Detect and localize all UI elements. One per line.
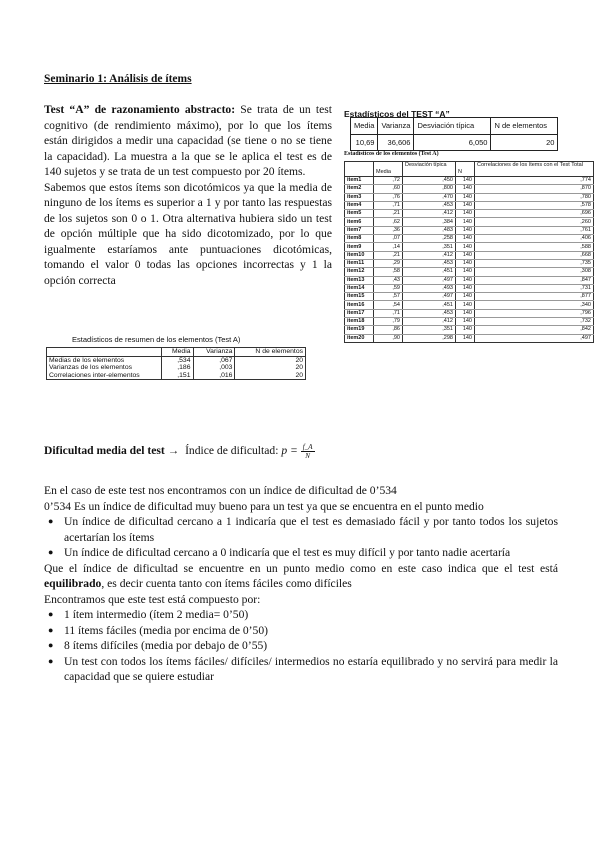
table-row: [47, 372, 306, 380]
table-cell: item3: [345, 193, 374, 201]
table-cell: ,29: [374, 259, 403, 267]
table-cell: 140: [456, 177, 475, 185]
table-cell: ,59: [374, 284, 403, 292]
th: Desviación típica: [403, 162, 456, 177]
th: [345, 162, 374, 177]
table-cell: ,412: [403, 210, 456, 218]
table-row: [345, 301, 594, 309]
table-cell: ,21: [374, 251, 403, 259]
table-cell: 140: [456, 226, 475, 234]
table-row: [345, 326, 594, 334]
table-cell: 140: [456, 276, 475, 284]
table-cell: 140: [456, 293, 475, 301]
th: Media: [374, 162, 403, 177]
table-cell: 140: [456, 218, 475, 226]
table-cell: item2: [345, 185, 374, 193]
bullet-list-2: [44, 607, 558, 685]
table-cell: item19: [345, 326, 374, 334]
list-item: ● 1 ítem intermedio (ítem 2 media= 0’50): [64, 607, 558, 623]
table-row: [345, 226, 594, 234]
table-cell: ,497: [403, 293, 456, 301]
table-cell: item18: [345, 318, 374, 326]
table-row: [47, 356, 306, 364]
table-cell: 140: [456, 210, 475, 218]
table-row: [345, 293, 594, 301]
item-stats-caption: Estadísticos de los elementos (Test A): [344, 151, 439, 157]
table-cell: ,43: [374, 276, 403, 284]
table-cell: 140: [456, 309, 475, 317]
table-cell: ,470: [403, 193, 456, 201]
emphasis: equilibrado: [44, 577, 102, 590]
table-cell: ,406: [475, 235, 594, 243]
table-cell: ,774: [475, 177, 594, 185]
table-row: [345, 334, 594, 342]
text: Que el índice de dificultad se encuentre en un punto medio como en este caso indica que el test está: [44, 561, 558, 575]
th: N de elementos: [235, 348, 306, 357]
table-cell: item1: [345, 177, 374, 185]
td: 10,69: [351, 134, 378, 151]
denominator: N: [305, 452, 310, 460]
table-row: [345, 276, 594, 284]
table-cell: item10: [345, 251, 374, 259]
paragraph: Encontramos que este test está compuesto por:: [44, 592, 261, 606]
list-item: ● Un índice de dificultad cercano a 0 indicaría que el test es muy difícil y por tanto nadie acertaría: [64, 545, 558, 561]
table-cell: ,07: [374, 235, 403, 243]
th: Varianza: [193, 348, 235, 357]
table-cell: item16: [345, 301, 374, 309]
table-cell: ,412: [403, 318, 456, 326]
table-cell: ,14: [374, 243, 403, 251]
fraction: [301, 443, 315, 460]
intro-text: [44, 102, 332, 288]
table-row: [345, 251, 594, 259]
table-cell: ,870: [475, 185, 594, 193]
table-cell: ,534: [162, 356, 194, 364]
table-cell: ,186: [162, 364, 194, 372]
table-cell: ,780: [475, 193, 594, 201]
table-row: [47, 364, 306, 372]
table-row: [345, 268, 594, 276]
paragraph: En el caso de este test nos encontramos con un índice de dificultad de 0’534: [44, 484, 397, 497]
table-cell: ,003: [193, 364, 235, 372]
table-cell: item15: [345, 293, 374, 301]
table-cell: item17: [345, 309, 374, 317]
table-cell: 140: [456, 326, 475, 334]
index-label: Índice de dificultad:: [185, 444, 279, 458]
arrow-icon: →: [167, 444, 180, 458]
table-cell: ,71: [374, 201, 403, 209]
table-cell: 140: [456, 284, 475, 292]
table-row: [345, 284, 594, 292]
intro-p1: Se trata de un test cognitivo (de rendimiento máximo), por lo que los ítems están dirigidos a medir una capacidad (se tiene o no se tiene la capacidad). La muestra a la que se le aplica el test es de 140 sujetos y se trata de un test compuesto por 20 ítems.: [44, 103, 332, 178]
table-row: [345, 259, 594, 267]
table-cell: ,796: [475, 309, 594, 317]
table-cell: ,067: [193, 356, 235, 364]
difficulty-label: Dificultad media del test: [44, 444, 165, 458]
intro-p2: Sabemos que estos ítems son dicotómicos ya que la media de ninguno de los ítems es superior a 1 y por tanto las respuestas de los sujetos son 0 o 1. Otra alternativa hubiera sido un test de opción múltiple que ha sido dicotomizado, por lo que igualmente estaríamos ante puntuaciones dicotómicas, tomando el valor 0 todas las opciones incorrectas y 1 la opción correcta: [44, 180, 332, 287]
table-cell: ,60: [374, 185, 403, 193]
table-cell: ,351: [403, 326, 456, 334]
table-cell: item13: [345, 276, 374, 284]
table-cell: 140: [456, 268, 475, 276]
summary-stats-table: [46, 347, 306, 380]
table-cell: 140: [456, 235, 475, 243]
list-item: ● Un test con todos los ítems fáciles/ difíciles/ intermedios no estaría equilibrado y no servirá para medir la capacidad que se quiere estudiar: [64, 654, 558, 685]
th: Varianza: [378, 118, 414, 135]
td: 20: [491, 134, 558, 151]
list-item: ● 11 ítems fáciles (media por encima de 0’50): [64, 623, 558, 639]
table-row: [345, 318, 594, 326]
table-row: [345, 243, 594, 251]
table-cell: ,450: [403, 177, 456, 185]
table-cell: item5: [345, 210, 374, 218]
table-cell: ,453: [403, 309, 456, 317]
list-item: ● Un índice de dificultad cercano a 1 indicaría que el test es demasiado fácil y por tanto todos los sujetos acertarían los ítems: [64, 514, 558, 545]
table-cell: 140: [456, 193, 475, 201]
table-cell: 140: [456, 243, 475, 251]
table-cell: item8: [345, 235, 374, 243]
table-cell: ,36: [374, 226, 403, 234]
table-cell: ,298: [403, 334, 456, 342]
text: , es decir cuenta tanto con ítems fáciles como difíciles: [101, 577, 352, 590]
table-cell: ,483: [403, 226, 456, 234]
table-cell: ,842: [475, 326, 594, 334]
table-cell: item11: [345, 259, 374, 267]
table-cell: 140: [456, 318, 475, 326]
formula-lhs: p =: [281, 444, 298, 458]
th: [47, 348, 162, 357]
test-stats-table: [350, 117, 558, 151]
table-cell: ,72: [374, 177, 403, 185]
list-item: ● 8 ítems difíciles (media por debajo de 0’55): [64, 638, 558, 654]
table-cell: ,90: [374, 334, 403, 342]
table-cell: ,877: [475, 293, 594, 301]
table-cell: 140: [456, 259, 475, 267]
th: Media: [351, 118, 378, 135]
table-row: [345, 235, 594, 243]
table-cell: ,732: [475, 318, 594, 326]
table-cell: item9: [345, 243, 374, 251]
table-cell: ,62: [374, 218, 403, 226]
table-row: [345, 193, 594, 201]
table-cell: ,86: [374, 326, 403, 334]
table-cell: ,451: [403, 301, 456, 309]
td: 6,050: [414, 134, 491, 151]
summary-stats-caption: Estadísticos de resumen de los elementos (Test A): [72, 335, 241, 344]
table-cell: ,696: [475, 210, 594, 218]
table-cell: ,735: [475, 259, 594, 267]
table-cell: 140: [456, 334, 475, 342]
paragraph: 0’534 Es un índice de dificultad muy bueno para un test ya que se encuentra en el punto medio: [44, 499, 484, 513]
table-row: [345, 218, 594, 226]
th: Desviación típica: [414, 118, 491, 135]
table-cell: 20: [235, 364, 306, 372]
table-cell: ,497: [403, 276, 456, 284]
numerator: f_A: [302, 443, 313, 451]
table-cell: ,588: [475, 243, 594, 251]
table-cell: ,76: [374, 193, 403, 201]
table-cell: ,384: [403, 218, 456, 226]
table-cell: ,58: [374, 268, 403, 276]
test-stats-caption: Estadísticos del TEST “A”: [344, 109, 450, 119]
table-cell: ,151: [162, 372, 194, 380]
table-cell: ,412: [403, 251, 456, 259]
item-stats-table: [344, 161, 594, 343]
table-cell: 140: [456, 251, 475, 259]
table-cell: ,260: [475, 218, 594, 226]
table-cell: item7: [345, 226, 374, 234]
th: N de elementos: [491, 118, 558, 135]
table-cell: 140: [456, 201, 475, 209]
table-cell: ,21: [374, 210, 403, 218]
table-cell: ,340: [475, 301, 594, 309]
table-row: [345, 210, 594, 218]
table-cell: ,668: [475, 251, 594, 259]
table-cell: Varianzas de los elementos: [47, 364, 162, 372]
table-cell: ,847: [475, 276, 594, 284]
table-cell: item20: [345, 334, 374, 342]
intro-lead: Test “A” de razonamiento abstracto:: [44, 103, 236, 116]
table-cell: Correlaciones inter-elementos: [47, 372, 162, 380]
th: Media: [162, 348, 194, 357]
table-cell: 20: [235, 372, 306, 380]
page-title: Seminario 1: Análisis de ítems: [44, 73, 192, 85]
table-cell: item14: [345, 284, 374, 292]
table-cell: ,493: [403, 284, 456, 292]
table-cell: item6: [345, 218, 374, 226]
paragraph: [44, 561, 558, 592]
table-cell: ,79: [374, 318, 403, 326]
th: N: [456, 162, 475, 177]
table-cell: Medias de los elementos: [47, 356, 162, 364]
table-row: [345, 185, 594, 193]
table-cell: 140: [456, 301, 475, 309]
table-row: [345, 201, 594, 209]
table-row: [345, 177, 594, 185]
table-cell: 20: [235, 356, 306, 364]
table-cell: ,761: [475, 226, 594, 234]
table-cell: ,57: [374, 293, 403, 301]
bullet-list-1: [44, 514, 558, 561]
table-cell: ,800: [403, 185, 456, 193]
table-cell: ,308: [475, 268, 594, 276]
table-cell: item12: [345, 268, 374, 276]
table-cell: item4: [345, 201, 374, 209]
table-cell: ,54: [374, 301, 403, 309]
table-cell: ,453: [403, 259, 456, 267]
table-cell: ,351: [403, 243, 456, 251]
table-cell: ,497: [475, 334, 594, 342]
table-row: [345, 309, 594, 317]
table-cell: ,016: [193, 372, 235, 380]
table-cell: ,578: [475, 201, 594, 209]
th: Correlaciones de los ítems con el Test Total: [475, 162, 594, 177]
body-text: [44, 483, 558, 685]
table-cell: ,731: [475, 284, 594, 292]
table-cell: ,71: [374, 309, 403, 317]
table-cell: 140: [456, 185, 475, 193]
difficulty-formula: [44, 443, 315, 460]
table-cell: ,451: [403, 268, 456, 276]
td: 36,606: [378, 134, 414, 151]
table-cell: ,453: [403, 201, 456, 209]
table-cell: ,258: [403, 235, 456, 243]
